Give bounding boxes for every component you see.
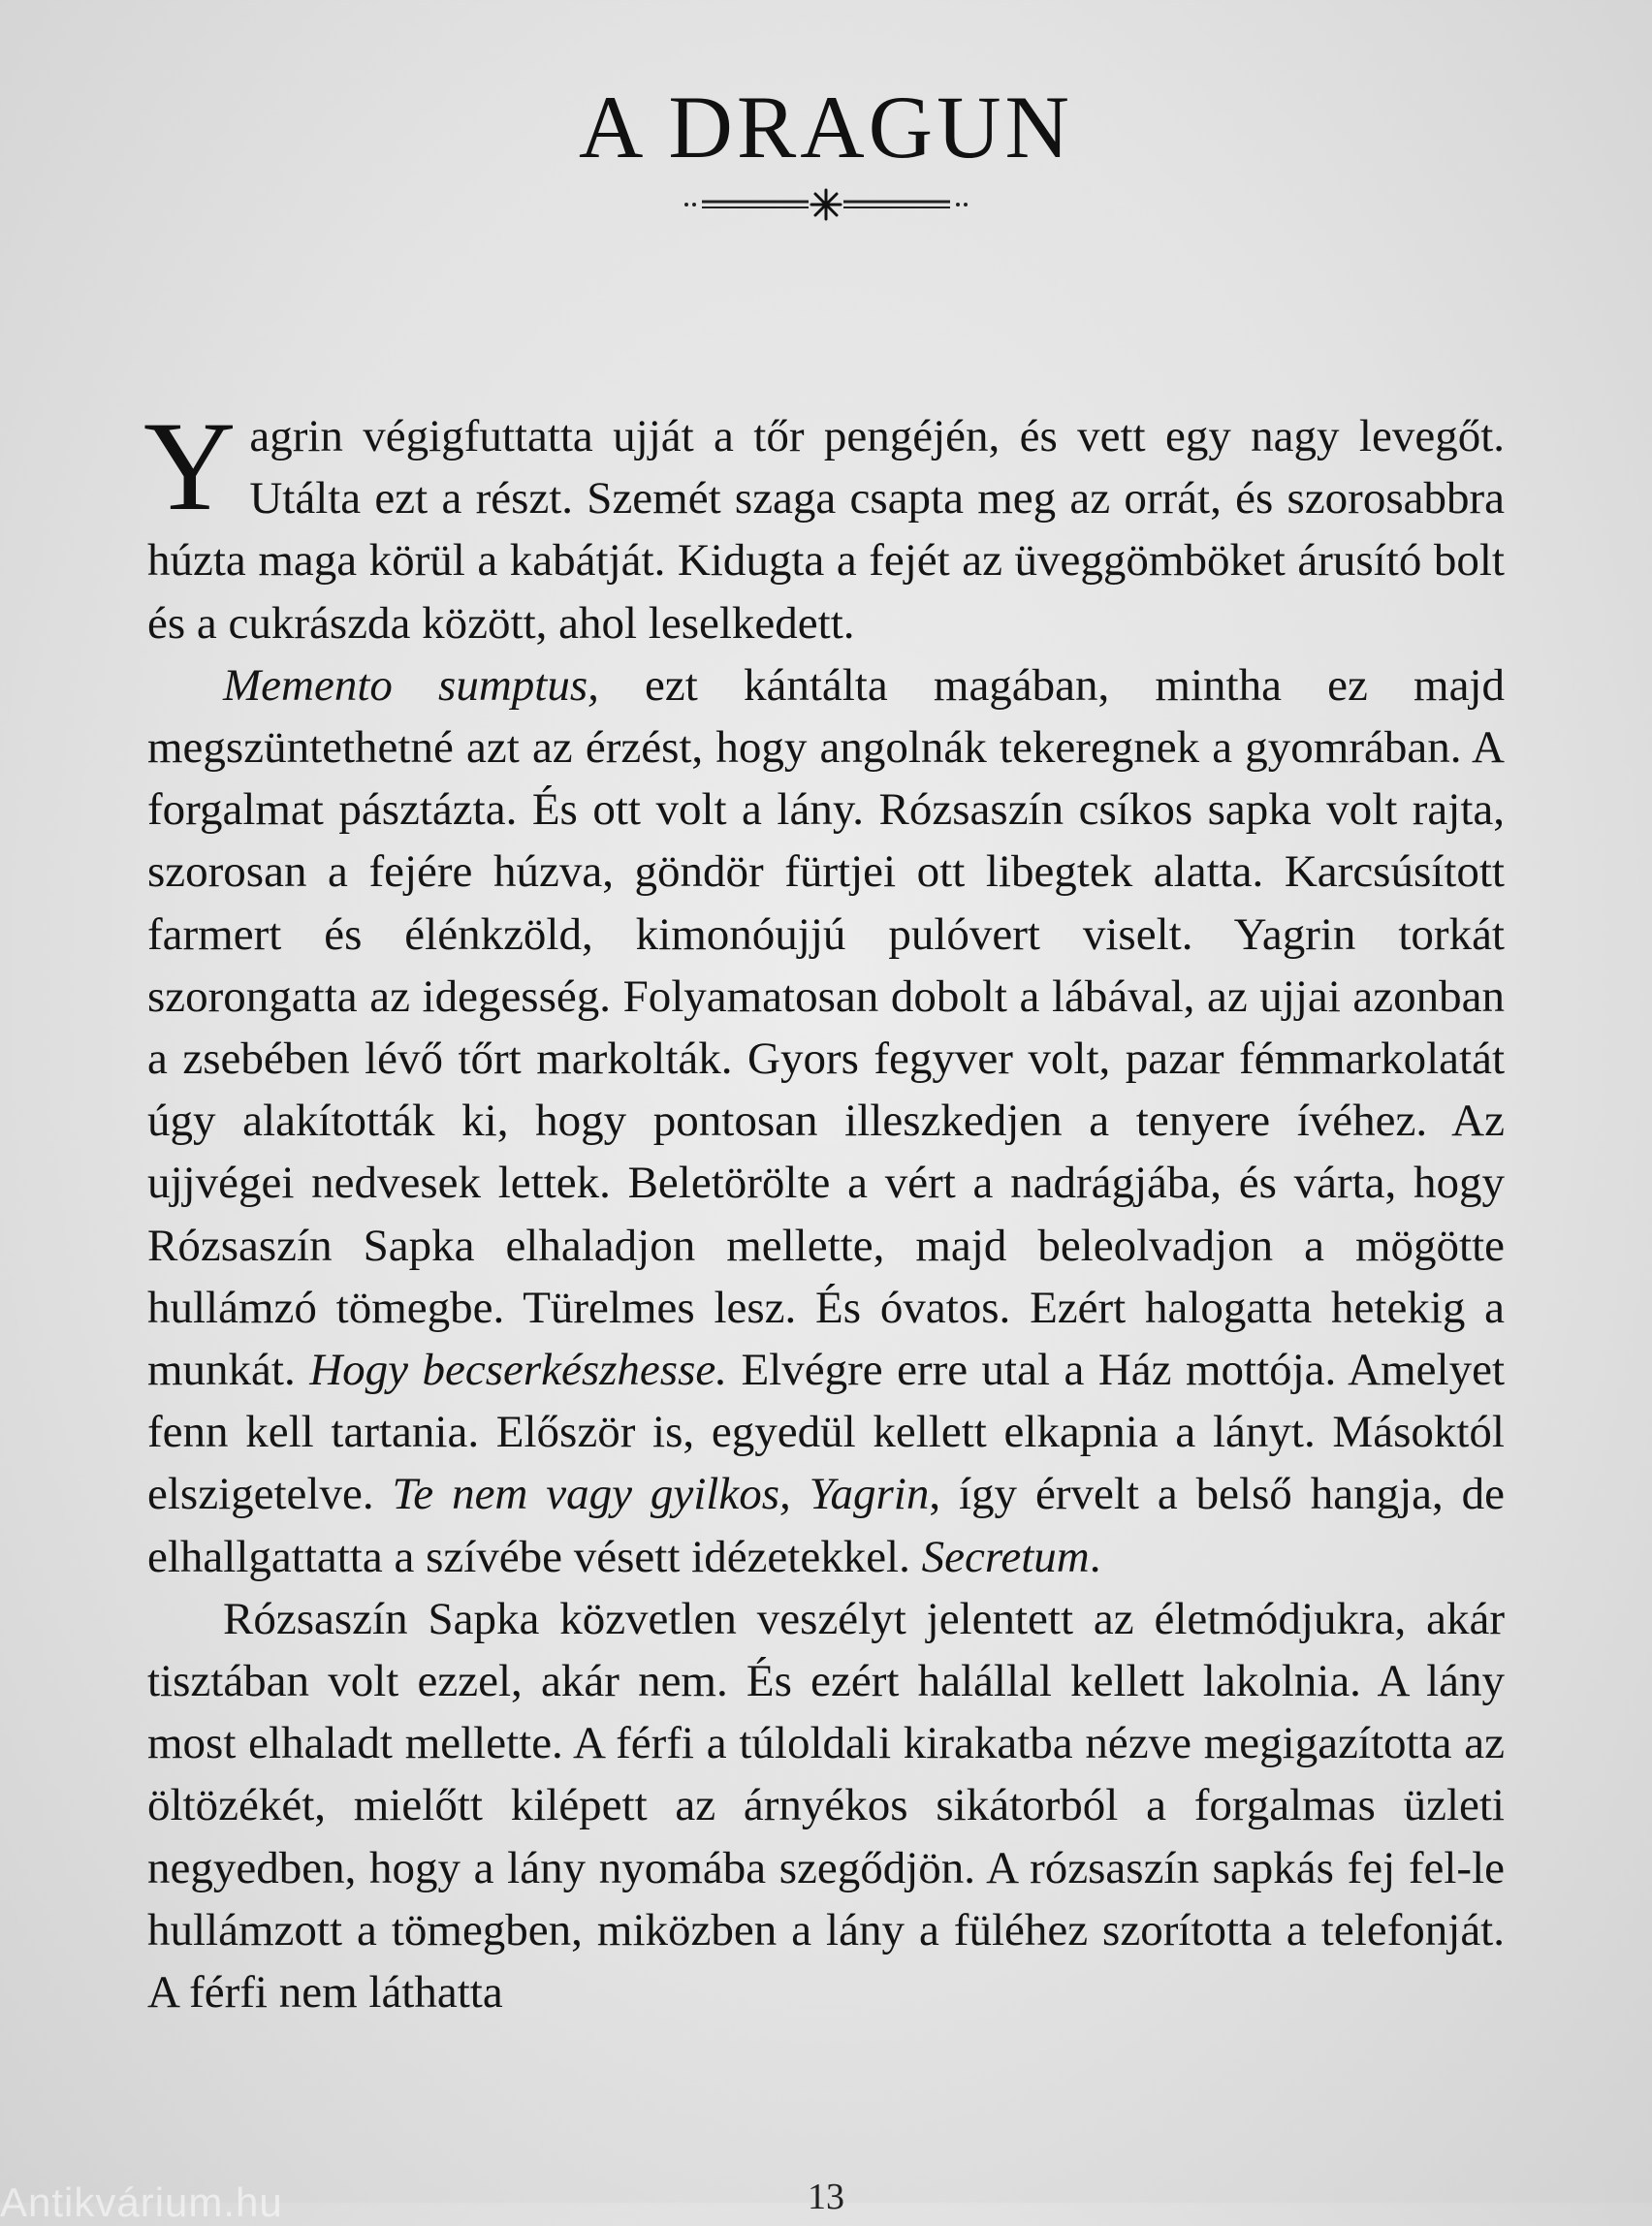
paragraph-2-text: , így érvelt a belső hangja, de elhallgattatta a szívébe vésett idézetekkel. xyxy=(147,1469,1505,1582)
paragraph-3 xyxy=(147,1588,1505,2023)
paragraph-2-text: . xyxy=(1089,1531,1101,1582)
chapter-body xyxy=(143,395,1505,2023)
drop-cap: Y xyxy=(143,395,237,537)
chapter-title: A DRAGUN xyxy=(579,78,1073,176)
paragraph-2-text: ezt kántálta magában, mintha ez majd megszüntethetné azt az érzést, hogy angolnák tekeregnek a gyomrában. A forgalmat pásztázta. És ott volt a lány. Rózsaszín csíkos sapka volt rajta, szorosan a fejére húzva, göndör fürtjei ott libegtek alatta. Karcsúsított farmert és élénkzöld, kimonóujjú pulóvert viselt. Yagrin torkát szorongatta az idegesség. Folyamatosan dobolt a lábával, az ujjai azonban a zsebében lévő tőrt markolták. Gyors fegyver volt, pazar fémmarkolatát úgy alakították ki, hogy pontosan illeszkedjen a tenyere ívéhez. Az ujjvégei nedvesek lettek. Beletörölte a vért a nadrágjába, és várta, hogy Rózsaszín Sapka elhaladjon mellette, majd beleolvadjon a mögötte hullámzó tömegbe. Türelmes lesz. És óvatos. Ezért halogatta hetekig a munkát. xyxy=(147,659,1505,1396)
paragraph-2 xyxy=(147,654,1505,1588)
paragraph-1 xyxy=(143,395,1505,654)
italic-phrase: Secretum xyxy=(921,1531,1090,1582)
paragraph-3-text: Rózsaszín Sapka közvetlen veszélyt jelentett az életmódjukra, akár tisztában volt ezzel, akár nem. És ezért halállal kellett lakolnia. A lány most elhaladt mellette. A férfi a túloldali kirakatba nézve megigazította az öltözékét, mielőtt kilépett az árnyékos sikátorból a forgalmas üzleti negyedben, hogy a lány nyomába szegődjön. A rózsaszín sapkás fej fel-le hullámzott a tömegben, miközben a lány a füléhez szorította a telefonját. A férfi nem láthatta xyxy=(147,1593,1505,2019)
italic-phrase: Hogy becserkészhesse. xyxy=(309,1345,727,1396)
italic-phrase: Memento sumptus, xyxy=(223,659,599,711)
paragraph-1-text: agrin végigfuttatta ujját a tőr pengéjén, és vett egy nagy levegőt. Utálta ezt a részt. Szemét szaga csapta meg az orrát, és szorosabbra húzta maga körül a kabátját. Kidugta a fejét az üveggömböket árusító bolt és a cukrászda között, ahol leselkedett. xyxy=(147,411,1505,649)
asterisk-rule-ornament-icon xyxy=(681,184,971,223)
italic-phrase: Te nem vagy gyilkos, Yagrin xyxy=(392,1469,930,1520)
page-number: 13 xyxy=(808,2177,844,2217)
paragraph-2-text: Elvégre erre utal a Ház mottója. Amelyet fenn kell tartania. Először is, egyedül kellett elkapnia a lányt. Másoktól elszigetelve. xyxy=(147,1345,1505,1520)
watermark-text: Antikvárium.hu xyxy=(0,2179,283,2225)
title-ornament xyxy=(0,184,1652,223)
